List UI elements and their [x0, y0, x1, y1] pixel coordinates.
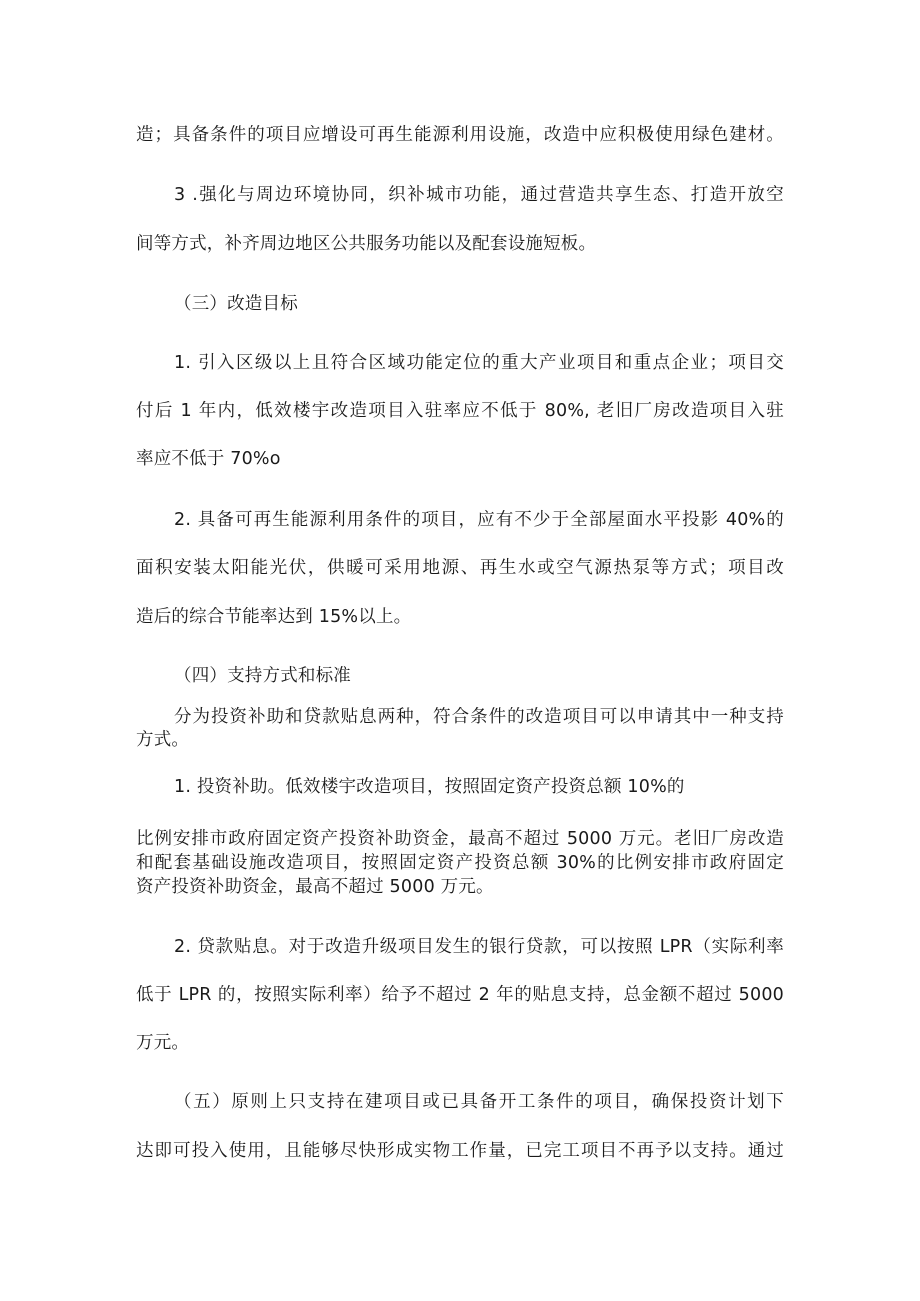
text-line: 低于 LPR 的，按照实际利率）给予不超过 2 年的贴息支持，总金额不超过 5000: [136, 985, 784, 1005]
text-line: 间等方式，补齐周边地区公共服务功能以及配套设施短板。: [136, 234, 597, 254]
text-line: 付后 1 年内，低效楼宇改造项目入驻率应不低于 80%, 老旧厂房改造项目入驻: [136, 401, 784, 421]
text-line: 2. 具备可再生能源利用条件的项目，应有不少于全部屋面水平投影 40%的: [174, 510, 784, 530]
text-line: 和配套基础设施改造项目，按照固定资产投资总额 30%的比例安排市政府固定: [136, 853, 784, 873]
text-line: 方式。: [136, 730, 190, 750]
text-line: （五）原则上只支持在建项目或已具备开工条件的项目，确保投资计划下: [174, 1092, 784, 1112]
text-line: 3 .强化与周边环境协同，织补城市功能，通过营造共享生态、打造开放空: [174, 185, 784, 205]
text-line: 造；具备条件的项目应增设可再生能源利用设施，改造中应积极使用绿色建材。: [136, 125, 784, 145]
text-line: 达即可投入使用，且能够尽快形成实物工作量，已完工项目不再予以支持。通过: [136, 1141, 784, 1161]
text-line: 分为投资补助和贷款贴息两种，符合条件的改造项目可以申请其中一种支持: [174, 707, 784, 727]
section-heading: （三）改造目标: [174, 294, 298, 314]
text-line: 万元。: [136, 1033, 190, 1053]
text-line: 面积安装太阳能光伏，供暖可采用地源、再生水或空气源热泵等方式；项目改: [136, 558, 784, 578]
text-line: 2. 贷款贴息。对于改造升级项目发生的银行贷款，可以按照 LPR（实际利率: [174, 937, 784, 957]
text-line: 比例安排市政府固定资产投资补助资金，最高不超过 5000 万元。老旧厂房改造: [136, 829, 784, 849]
text-line: 率应不低于 70%o: [136, 449, 281, 469]
text-line: 1. 引入区级以上且符合区域功能定位的重大产业项目和重点企业；项目交: [174, 353, 784, 373]
text-line: 1. 投资补助。低效楼宇改造项目，按照固定资产投资总额 10%的: [174, 777, 685, 797]
text-line: 资产投资补助资金，最高不超过 5000 万元。: [136, 877, 494, 897]
section-heading: （四）支持方式和标准: [174, 666, 351, 686]
text-line: 造后的综合节能率达到 15%以上。: [136, 607, 412, 627]
